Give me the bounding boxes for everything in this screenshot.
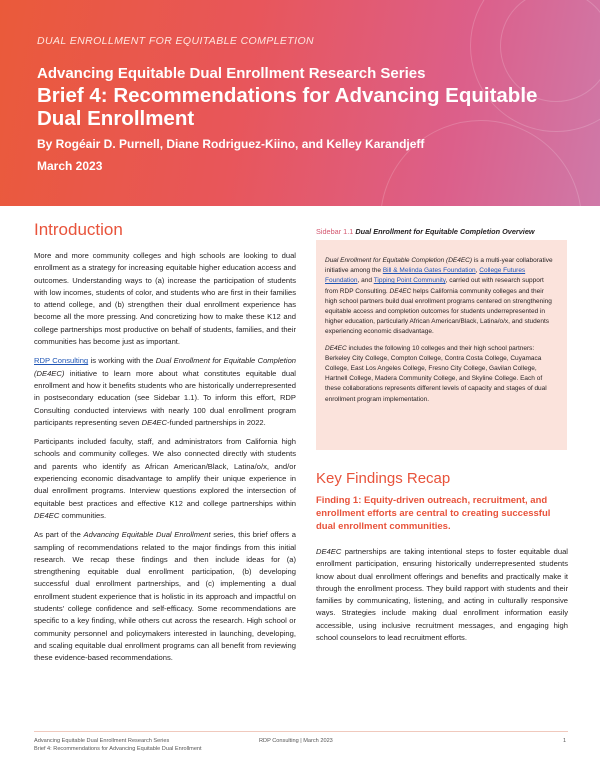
text-em: DE4EC (316, 547, 342, 556)
series-title: Advancing Equitable Dual Enrollment Research Series (37, 65, 426, 82)
text-span: is a multi-year collaborative initiative among the (325, 257, 553, 275)
text-span: As part of the (34, 530, 84, 540)
header-banner (0, 0, 600, 206)
text-span: partnerships are taking intentional steps to foster equitable dual enrollment participation, ensuring historically underrepresented students know about dual enrollment offerings and benefits and practically make it through the enrollment process. They build rapport with students and their families by communicating, listening, and acting in culturally responsive ways. Strategies include making dual enrollment information easily accessible, using inclusive recruitment messages, and engaging high school counselors to lead recruitment efforts. (316, 547, 568, 643)
rdp-consulting-link[interactable]: RDP Consulting (34, 356, 89, 366)
text-span: , and (357, 277, 374, 285)
text-em: DE4EC (141, 417, 167, 427)
authors-line: By Rogéair D. Purnell, Diane Rodriguez-Kiino, and Kelley Karandjeff (37, 137, 425, 151)
left-column (34, 220, 296, 672)
text-em: Dual Enrollment for Equitable Completion (DE4EC) (325, 257, 473, 264)
sidebar-box (316, 240, 567, 450)
text-span: communities. (59, 510, 107, 520)
finding-1-text (316, 546, 568, 644)
intro-paragraph-3 (34, 436, 296, 522)
text-span: Participants included faculty, staff, and administrators from California high schools and community colleges. We also connected directly with students and parents who identify as African American/Black, Latina/o/x, and/or experiencing economic disadvantage to amplify their unique experience in dual enrollment programs. Interview questions explored the intersection of equitable best practices and effective K12 and college partnerships within (34, 437, 296, 508)
text-span: -funded partnerships in 2022. (166, 417, 266, 427)
gates-foundation-link[interactable]: Bill & Melinda Gates Foundation (382, 267, 476, 275)
intro-paragraph-1: More and more community colleges and high schools are looking to dual enrollment as a strategy for increasing equitable higher education access and outcomes. Understanding ways to (a) increase the participation of students with low incomes, students of color, and students who are first in their families to attend college, and (b) strengthen their dual enrollment experience has become all the more pressing. And concretizing how to make these K12 and college partnerships most productive on behalf of students, families, and their communities has become just as important. (34, 251, 296, 347)
series-kicker: DUAL ENROLLMENT FOR EQUITABLE COMPLETION (37, 35, 314, 47)
finding-1-title: Finding 1: Equity-driven outreach, recruitment, and enrollment efforts are central to creating successful dual enrollment communities. (316, 495, 551, 533)
page-number: 1 (563, 738, 567, 744)
text-em: Advancing Equitable Dual Enrollment (83, 530, 211, 540)
sidebar-title: Dual Enrollment for Equitable Completion Overview (355, 227, 535, 236)
page-title: Brief 4: Recommendations for Advancing Equitable Dual Enrollment (37, 84, 538, 130)
intro-paragraph-2 (34, 355, 296, 429)
footer-publisher: RDP Consulting | March 2023 (259, 738, 333, 744)
text-span: includes the following 10 colleges and their high school partners: Berkeley City College, Compton College, Contra Costa College, Cuyamaca College, East Los Angeles College, Fresno City College, Gavilan College, Hartnell College, Madera Community College, and Skyline College. Each of these collaborations represents different levels of capacity and stages of dual enrollment program implementation. (325, 344, 547, 403)
text-span: series, this brief offers a sampling of recommendations related to the major findings from this initial research. We recap these findings and then include ideas for (a) strengthening equitable dual enrollment participation, (b) developing successful dual enrollment partnerships, and (c) implementing a dual enrollment student experience that is holistic in its approach and impactful on students' college confidence and self-efficacy. Some recommendations are specific to a key finding, while others cut across the research. High school or community personnel and policymakers interested in launching, developing, and scaling equitable dual enrollment programs can all benefit from reviewing these evidence-based recommendations. (34, 530, 296, 663)
text-span: , (475, 267, 480, 275)
sidebar-label (316, 227, 535, 236)
sidebar-paragraph-1 (325, 256, 557, 338)
footer-brief: Brief 4: Recommendations for Advancing Equitable Dual Enrollment (34, 746, 202, 752)
introduction-heading: Introduction (34, 220, 123, 239)
college-futures-link[interactable]: College Futures Foundation (325, 267, 526, 285)
text-span: initiative to learn more about what constitutes equitable dual enrollment and how it benefits students who are historically underrepresented in postsecondary education (see Sidebar 1.1). To inform this effort, RDP Consulting conducted interviews with nearly 100 dual enrollment program participants representing seven (34, 368, 296, 427)
key-findings-heading: Key Findings Recap (316, 470, 451, 487)
text-em: DE4EC (34, 510, 60, 520)
text-span: helps California community colleges and their high school partners build dual enrollment programs centered on strengthening equitable access and completion outcomes for students underrepresented in higher education, particularly African American/Black, Latina/o/x, and students experiencing economic disadvantage. (325, 287, 552, 336)
sidebar-content (325, 256, 557, 411)
sidebar-paragraph-2 (325, 344, 557, 405)
decorative-circle (380, 120, 582, 206)
intro-paragraph-4 (34, 529, 296, 664)
publication-date: March 2023 (37, 159, 103, 173)
text-em: Dual Enrollment for Equitable Completion (DE4EC) (34, 356, 297, 378)
text-em: DE4EC (389, 287, 412, 295)
footer-divider (34, 731, 568, 732)
text-span: , carried out with research support from RDP Consulting. (325, 277, 544, 295)
footer-series: Advancing Equitable Dual Enrollment Research Series (34, 738, 170, 744)
text-em: DE4EC (325, 344, 347, 352)
sidebar-number: Sidebar 1.1 (316, 227, 354, 236)
tipping-point-link[interactable]: Tipping Point Community (373, 277, 446, 285)
text-span: is working with the (88, 356, 156, 366)
